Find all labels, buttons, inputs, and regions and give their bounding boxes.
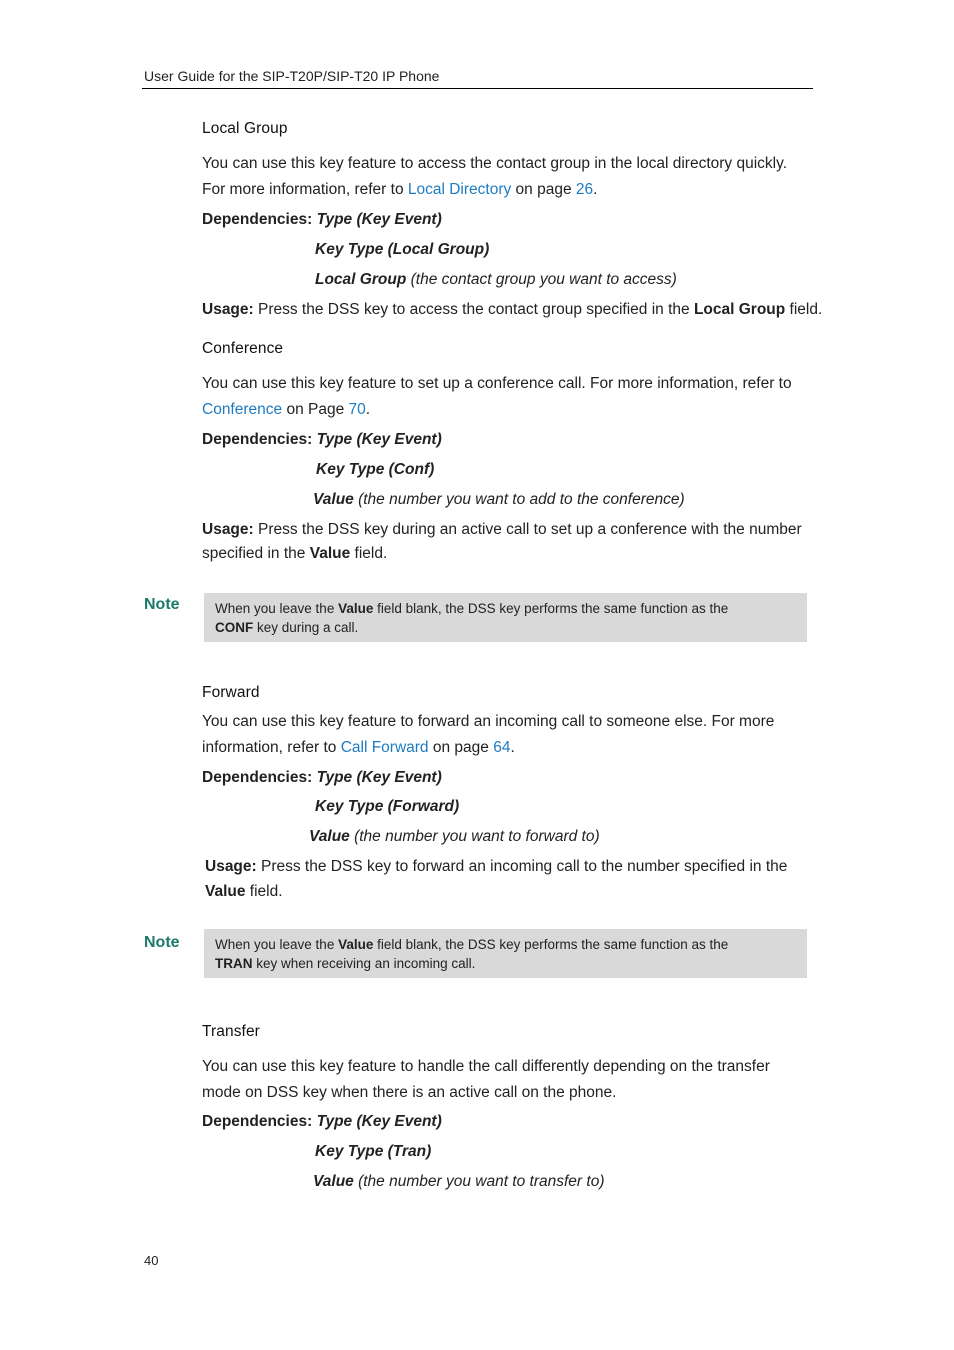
transfer-desc-line2: mode on DSS key when there is an active call on the phone. — [202, 1084, 617, 1101]
dependencies-label: Dependencies: — [202, 431, 317, 448]
dep-key-type: Key Type (Conf) — [316, 461, 435, 478]
dep-value-desc: (the contact group you want to access) — [406, 271, 677, 288]
transfer-desc-line1: You can use this key feature to handle the call differently depending on the transfer — [202, 1058, 770, 1075]
usage-field: Value — [205, 883, 246, 900]
local-group-period: . — [593, 181, 598, 198]
local-group-desc-line1: You can use this key feature to access the contact group in the local directory quickly. — [202, 155, 788, 172]
note-bold: Value — [338, 601, 374, 616]
dep-value-desc: (the number you want to transfer to) — [353, 1173, 605, 1190]
conference-page-link[interactable]: 70 — [348, 401, 366, 418]
forward-desc-line2 — [202, 739, 515, 757]
usage-text: Press the DSS key during an active call to set up a conference with the number — [253, 521, 802, 538]
note-bold: TRAN — [215, 956, 253, 971]
conference-period: . — [365, 401, 371, 418]
note-box — [204, 929, 807, 978]
conference-usage-line1 — [202, 521, 802, 539]
local-group-desc-prefix: For more information, refer to — [202, 181, 408, 198]
note-line2 — [215, 618, 796, 637]
usage-label: Usage: — [202, 521, 254, 538]
usage-field: Local Group — [693, 301, 786, 318]
usage-text-prefix: specified in the — [202, 545, 310, 562]
local-group-on-page: on page — [511, 181, 576, 198]
note-text: key when receiving an incoming call. — [252, 956, 476, 971]
call-forward-link[interactable]: Call Forward — [340, 739, 429, 756]
usage-text-end: field. — [350, 545, 388, 562]
local-group-usage — [202, 301, 822, 319]
forward-desc-prefix: information, refer to — [202, 739, 341, 756]
dep-value-label: Local Group — [315, 271, 407, 288]
dep-value — [309, 828, 600, 846]
usage-text-end: field. — [245, 883, 283, 900]
forward-usage-line1 — [205, 858, 787, 876]
note-line1 — [215, 935, 796, 954]
note-label: Note — [144, 934, 180, 951]
local-directory-link[interactable]: Local Directory — [407, 181, 512, 198]
dep-type: Type (Key Event) — [316, 769, 442, 786]
local-group-heading: Local Group — [202, 120, 288, 137]
forward-desc-line1: You can use this key feature to forward an incoming call to someone else. For more — [202, 713, 775, 730]
usage-text: Press the DSS key to access the contact group specified in the — [253, 301, 694, 318]
dep-value-desc: (the number you want to add to the conference) — [353, 491, 685, 508]
dependencies-label: Dependencies: — [202, 211, 317, 228]
forward-period: . — [510, 739, 515, 756]
dep-key-type: Key Type (Tran) — [315, 1143, 432, 1160]
dep-key-type: Key Type (Forward) — [315, 798, 460, 815]
note-text: field blank, the DSS key performs the same function as the — [373, 937, 729, 952]
usage-field: Value — [309, 545, 351, 562]
dep-type: Type (Key Event) — [316, 1113, 442, 1130]
conference-desc-line2 — [202, 401, 370, 419]
dep-value — [315, 271, 677, 289]
note-text: key during a call. — [253, 620, 359, 635]
dep-type: Type (Key Event) — [316, 211, 442, 228]
transfer-dependencies — [202, 1113, 442, 1131]
conference-heading: Conference — [202, 340, 284, 357]
note-box — [204, 593, 807, 642]
local-group-dependencies — [202, 211, 442, 229]
conference-usage-line2 — [202, 545, 387, 563]
usage-text: Press the DSS key to forward an incoming call to the number specified in the — [256, 858, 788, 875]
dep-value-desc: (the number you want to forward to) — [349, 828, 600, 845]
local-group-desc-line2 — [202, 181, 597, 199]
dep-type: Type (Key Event) — [316, 431, 442, 448]
note-label: Note — [144, 596, 180, 613]
call-forward-page-link[interactable]: 64 — [493, 739, 511, 756]
dependencies-label: Dependencies: — [202, 769, 317, 786]
note-text: When you leave the — [215, 601, 339, 616]
note-bold: CONF — [215, 620, 254, 635]
header-rule — [142, 88, 813, 89]
dep-value — [313, 1173, 604, 1191]
usage-text-end: field. — [785, 301, 823, 318]
conference-on-page: on Page — [282, 401, 349, 418]
dep-value-label: Value — [309, 828, 350, 845]
dep-value — [313, 491, 685, 509]
dep-key-type: Key Type (Local Group) — [315, 241, 490, 258]
usage-label: Usage: — [205, 858, 257, 875]
page-header: User Guide for the SIP-T20P/SIP-T20 IP Phone — [144, 68, 440, 84]
transfer-heading: Transfer — [202, 1023, 260, 1040]
dep-value-label: Value — [313, 1173, 354, 1190]
conference-desc-line1: You can use this key feature to set up a conference call. For more information, refer to — [202, 375, 792, 392]
local-directory-page-link[interactable]: 26 — [575, 181, 594, 198]
dependencies-label: Dependencies: — [202, 1113, 317, 1130]
note-text: field blank, the DSS key performs the same function as the — [373, 601, 729, 616]
forward-heading: Forward — [202, 684, 260, 701]
page-number: 40 — [144, 1253, 159, 1268]
forward-usage-line2 — [205, 883, 283, 901]
forward-on-page: on page — [428, 739, 494, 756]
note-line1 — [215, 599, 796, 618]
note-line2 — [215, 954, 796, 973]
forward-dependencies — [202, 769, 442, 787]
note-bold: Value — [338, 937, 374, 952]
conference-link[interactable]: Conference — [202, 401, 283, 418]
usage-label: Usage: — [202, 301, 254, 318]
conference-dependencies — [202, 431, 442, 449]
note-text: When you leave the — [215, 937, 339, 952]
dep-value-label: Value — [313, 491, 354, 508]
